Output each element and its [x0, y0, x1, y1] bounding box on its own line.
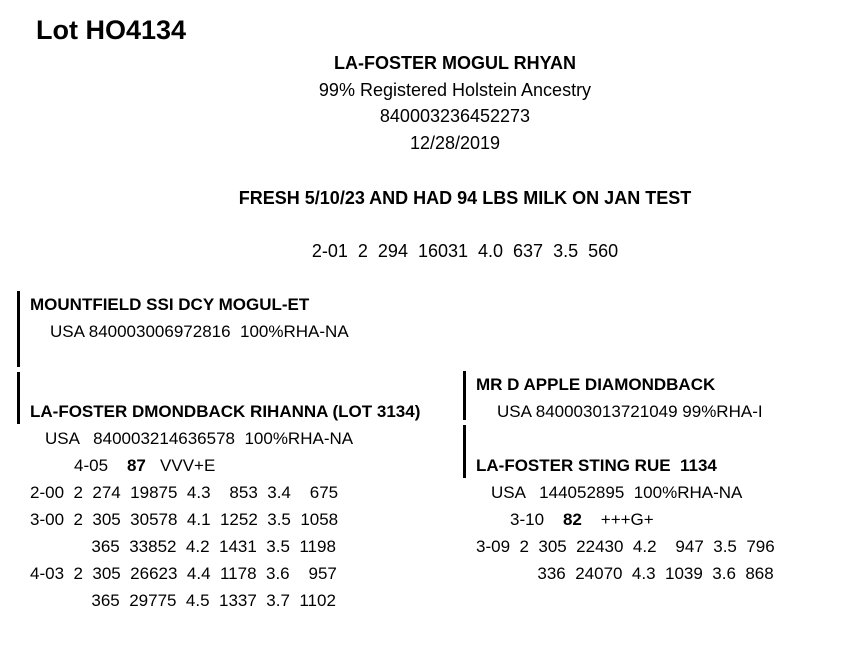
pedigree-bar-dam — [17, 372, 20, 424]
lot-title: Lot HO4134 — [36, 15, 187, 45]
dam-dam-record-row: 336 24070 4.3 1039 3.6 868 — [476, 564, 774, 583]
dam-class-score: 87 — [126, 456, 146, 475]
animal-name: LA-FOSTER MOGUL RHYAN — [333, 53, 576, 73]
sire-name: MOUNTFIELD SSI DCY MOGUL-ET — [30, 295, 310, 314]
dam-record-row: 2-00 2 274 19875 4.3 853 3.4 675 — [30, 483, 339, 502]
animal-id: 840003236452273 — [379, 106, 531, 126]
dam-record-row: 4-03 2 305 26623 4.4 1178 3.6 957 — [30, 564, 337, 583]
animal-birth-date: 12/28/2019 — [409, 133, 501, 153]
dam-class-code: VVV+E — [160, 456, 216, 475]
dam-registration: USA 840003214636578 100%RHA-NA — [45, 429, 354, 448]
dam-dam-classification — [510, 508, 654, 532]
dam-dam-class-code: +++G+ — [600, 510, 654, 529]
dam-dam-name: LA-FOSTER STING RUE 1134 — [476, 456, 717, 475]
dam-name: LA-FOSTER DMONDBACK RIHANNA (LOT 3134) — [30, 402, 421, 421]
dam-record-row: 365 33852 4.2 1431 3.5 1198 — [30, 537, 336, 556]
fresh-note: FRESH 5/10/23 AND HAD 94 LBS MILK ON JAN TEST — [238, 188, 692, 208]
pedigree-bar-dam-dam — [463, 425, 466, 478]
dam-class-age: 4-05 — [74, 456, 109, 475]
animal-record: 2-01 2 294 16031 4.0 637 3.5 560 — [311, 241, 619, 261]
dam-record-row: 3-00 2 305 30578 4.1 1252 3.5 1058 — [30, 510, 339, 529]
dam-classification — [74, 454, 215, 478]
dam-sire-name: MR D APPLE DIAMONDBACK — [476, 375, 716, 394]
dam-sire-registration: USA 840003013721049 99%RHA-I — [497, 402, 763, 421]
pedigree-bar-sire — [17, 291, 20, 367]
pedigree-bar-dam-sire — [463, 371, 466, 420]
sire-registration: USA 840003006972816 100%RHA-NA — [50, 322, 349, 341]
dam-dam-registration: USA 144052895 100%RHA-NA — [491, 483, 743, 502]
dam-record-row: 365 29775 4.5 1337 3.7 1102 — [30, 591, 336, 610]
dam-dam-class-age: 3-10 — [510, 510, 545, 529]
dam-dam-class-score: 82 — [562, 510, 582, 529]
animal-ancestry: 99% Registered Holstein Ancestry — [318, 80, 592, 100]
dam-dam-record-row: 3-09 2 305 22430 4.2 947 3.5 796 — [476, 537, 775, 556]
